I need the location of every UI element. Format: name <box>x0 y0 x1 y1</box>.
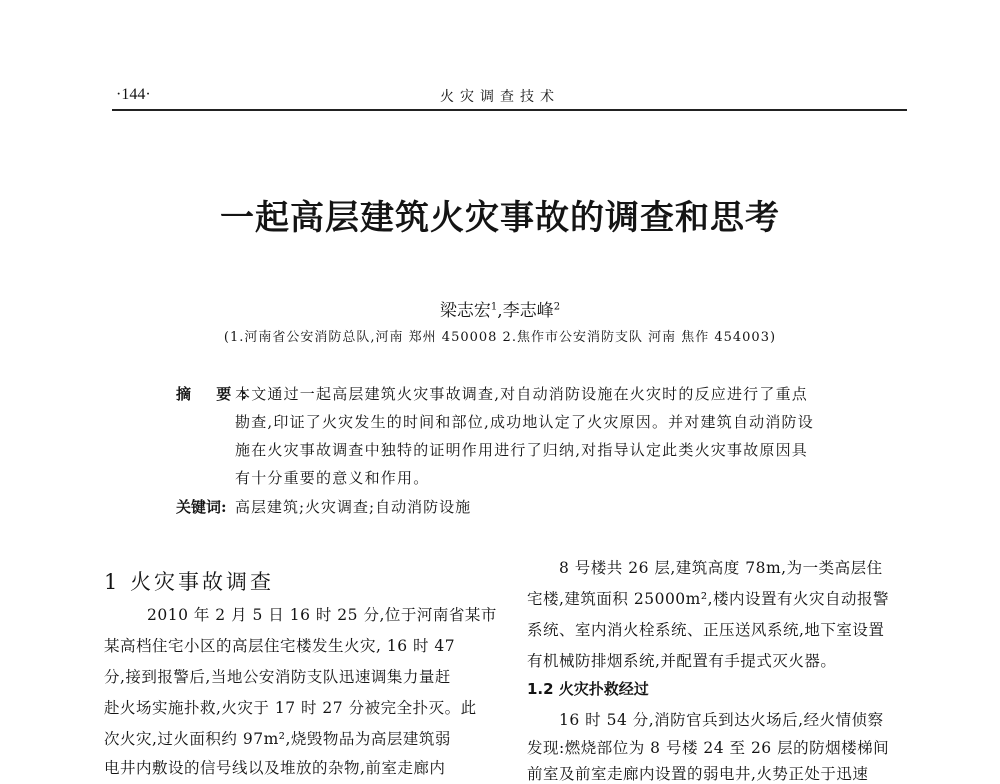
author-1-affil-mark: 1 <box>490 301 498 313</box>
body-line: 系统、室内消火栓系统、正压送风系统,地下室设置 <box>527 621 885 639</box>
author-separator: , <box>497 301 503 321</box>
body-line: 发现:燃烧部位为 8 号楼 24 至 26 层的防烟楼梯间 <box>527 739 890 757</box>
abstract-line: 施在火灾事故调查中独特的证明作用进行了归纳,对指导认定此类火灾事故原因具 <box>235 441 808 459</box>
affiliation: (1.河南省公安消防总队,河南 郑州 450008 2.焦作市公安消防支队 河南 焦作 454003) <box>223 330 777 345</box>
section-heading: 1 火灾事故调查 <box>104 570 275 594</box>
subsection-heading: 1.2 火灾扑救经过 <box>527 680 649 698</box>
author-1: 梁志宏 <box>439 301 491 321</box>
body-line: 宅楼,建筑面积 25000m²,楼内设置有火灾自动报警 <box>527 590 890 608</box>
body-line: 有机械防排烟系统,并配置有手提式灭火器。 <box>527 652 837 670</box>
abstract-line: 有十分重要的意义和作用。 <box>235 469 430 487</box>
page-number: ·144· <box>116 86 151 103</box>
author-line <box>0 296 1000 321</box>
keywords-label: 关键词: <box>176 498 227 516</box>
body-line: 8 号楼共 26 层,建筑高度 78m,为一类高层住 <box>559 559 883 577</box>
author-2: 李志峰 <box>502 301 554 321</box>
body-line: 赴火场实施扑救,火灾于 17 时 27 分被完全扑灭。此 <box>104 699 477 717</box>
paper-title: 一起高层建筑火灾事故的调查和思考 <box>220 198 780 238</box>
abstract-label: 摘 要: <box>176 385 257 403</box>
body-line: 次火灾,过火面积约 97m²,烧毁物品为高层建筑弱 <box>104 730 451 748</box>
header-rule <box>112 109 907 111</box>
author-2-affil-mark: 2 <box>553 301 561 313</box>
body-line: 某高档住宅小区的高层住宅楼发生火灾, 16 时 47 <box>104 637 456 655</box>
body-line: 2010 年 2 月 5 日 16 时 25 分,位于河南省某市 <box>147 606 497 624</box>
abstract-line: 本文通过一起高层建筑火灾事故调查,对自动消防设施在火灾时的反应进行了重点 <box>235 385 808 403</box>
abstract-line: 勘查,印证了火灾发生的时间和部位,成功地认定了火灾原因。并对建筑自动消防设 <box>235 413 814 431</box>
body-line: 16 时 54 分,消防官兵到达火场后,经火情侦察 <box>559 711 884 729</box>
body-line: 前室及前室走廊内设置的弱电井,火势正处于迅速 <box>527 765 869 783</box>
body-line: 电井内敷设的信号线以及堆放的杂物,前室走廊内 <box>104 759 446 777</box>
journal-section-title: 火灾调查技术 <box>440 89 560 105</box>
body-line: 分,接到报警后,当地公安消防支队迅速调集力量赶 <box>104 668 451 686</box>
keywords-text: 高层建筑;火灾调查;自动消防设施 <box>235 498 472 516</box>
